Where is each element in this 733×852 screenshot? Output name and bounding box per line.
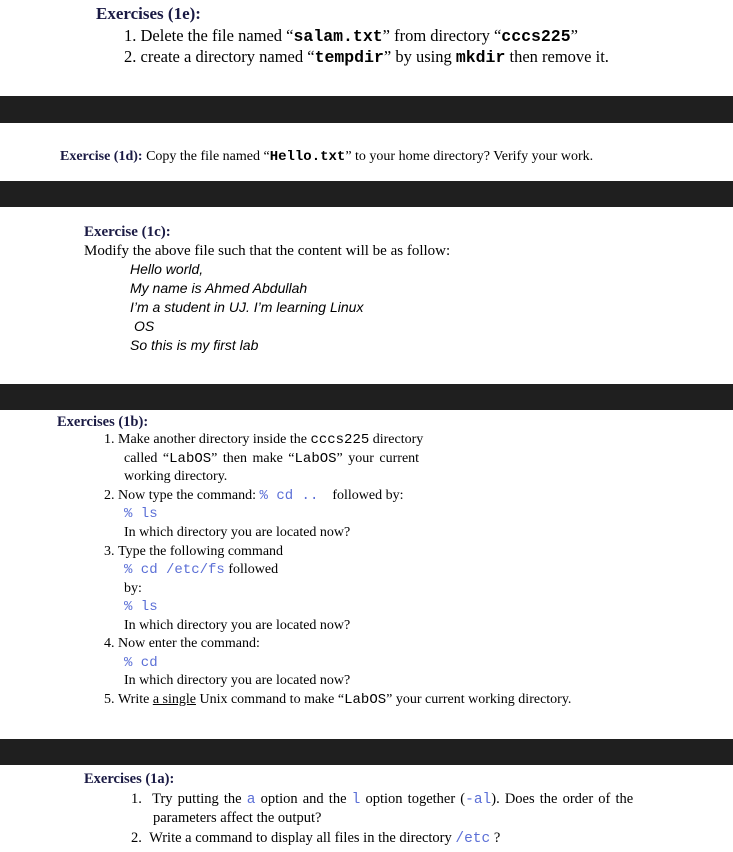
exercise-1c-line-4: OS (134, 318, 155, 334)
exercise-1e-title: Exercises (1e): (96, 4, 201, 23)
exercise-1a-item-1-line-2: parameters affect the output? (153, 810, 322, 826)
exercise-1b-title: Exercises (1b): (57, 414, 149, 430)
exercise-1e-item-1: 1. Delete the file named “salam.txt” from directory “cccs225” (124, 26, 578, 46)
exercise-1b-item-2: 2. Now type the command: % cd .. followed by: (104, 488, 404, 504)
exercise-1b-item-3: 3. Type the following command (104, 544, 284, 559)
exercise-1a-item-2: 2. Write a command to display all files in the directory /etc ? (131, 830, 501, 847)
section-divider-3 (0, 384, 733, 410)
exercise-1b-item-4: 4. Now enter the command: (104, 636, 260, 651)
exercise-1c-intro: Modify the above file such that the content will be as follow: (84, 243, 451, 259)
exercise-1b-item-1-line-3: working directory. (124, 469, 228, 484)
section-divider-4 (0, 739, 733, 765)
section-divider-2 (0, 181, 733, 207)
exercise-1b-item-5: 5. Write a single Unix command to make “LabOS” your current working directory. (104, 692, 572, 708)
exercise-1b-item-1-line-2: called “LabOS” then make “LabOS” your current (124, 451, 420, 467)
exercise-1b-item-3-by: by: (124, 581, 142, 596)
exercise-1e-item-2: 2. create a directory named “tempdir” by using mkdir then remove it. (124, 47, 609, 67)
exercise-1b-item-3-cmd2: % ls (124, 599, 158, 615)
exercise-1a-title: Exercises (1a): (84, 771, 175, 787)
exercise-1a-item-1: 1. Try putting the a option and the l option together (-al). Does the order of the (131, 791, 634, 808)
exercise-1b-item-3-cmd: % cd /etc/fs followed (124, 562, 279, 578)
exercise-1c-title: Exercise (1c): (84, 224, 171, 240)
exercise-1c-line-1: Hello world, (130, 261, 204, 277)
section-divider-1 (0, 96, 733, 123)
exercise-1b-item-2-cmd: % ls (124, 506, 158, 522)
exercise-1b-item-3-question: In which directory you are located now? (124, 618, 351, 633)
exercise-1b-item-2-question: In which directory you are located now? (124, 525, 351, 540)
exercise-1d: Exercise (1d): Copy the file named “Hello.txt” to your home directory? Verify your work. (60, 149, 594, 165)
exercise-1c-line-2: My name is Ahmed Abdullah (130, 280, 308, 296)
exercise-1d-title: Exercise (1d): (60, 149, 143, 164)
exercise-1b-item-1-line-1: 1. Make another directory inside the cccs225 directory (104, 432, 424, 448)
exercise-1b-item-4-question: In which directory you are located now? (124, 673, 351, 688)
exercise-1e (96, 4, 201, 24)
exercise-1c-line-5: So this is my first lab (130, 337, 259, 353)
exercise-1b-item-4-cmd: % cd (124, 655, 158, 671)
exercise-1c-line-3: I’m a student in UJ. I’m learning Linux (130, 299, 364, 315)
